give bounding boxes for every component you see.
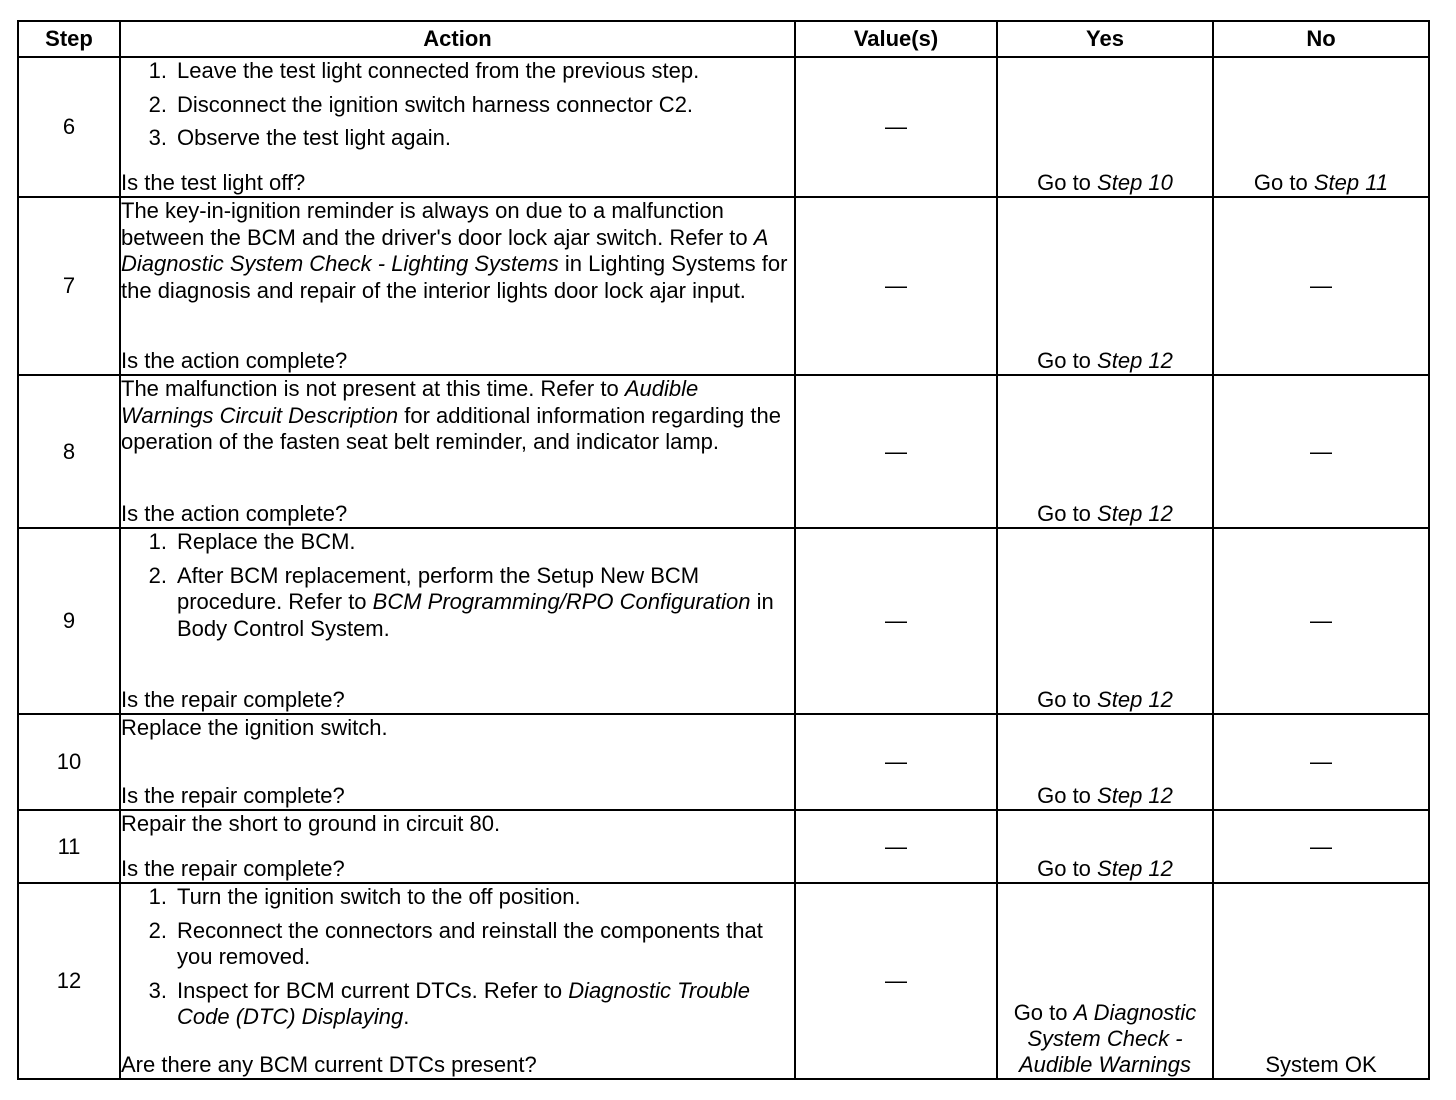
value-cell: — (795, 57, 997, 197)
header-yes: Yes (997, 21, 1213, 57)
step-number: 9 (18, 528, 120, 714)
action-list (121, 884, 794, 1038)
yes-link: Step 12 (1097, 783, 1173, 808)
step-number: 8 (18, 375, 120, 528)
header-row (18, 21, 1429, 57)
no-cell: — (1213, 197, 1429, 375)
table-row (18, 57, 1429, 197)
question-text: Is the repair complete? (121, 782, 345, 808)
list-item: 1. Turn the ignition switch to the off position. (148, 884, 581, 909)
question-text: Is the repair complete? (121, 855, 345, 881)
yes-cell: Go to Step 12 (997, 375, 1213, 528)
step-number: 12 (18, 883, 120, 1079)
header-action: Action (120, 21, 795, 57)
no-cell: Go to Step 11 (1213, 57, 1429, 197)
list-item: 1. Replace the BCM. (148, 529, 356, 554)
question-text: Is the action complete? (121, 500, 348, 526)
action-paragraph: The key-in-ignition reminder is always on due to a malfunction between the BCM and the driver's door lock ajar switch. Refer to A Diagnostic System Check - Lighting Systems in Lighting Systems for the diagnosis and repair of the interior lights door lock ajar input. (121, 198, 788, 303)
no-cell: — (1213, 810, 1429, 883)
yes-link: Step 12 (1097, 687, 1173, 712)
step-number: 11 (18, 810, 120, 883)
header-values: Value(s) (795, 21, 997, 57)
action-cell (120, 883, 795, 1079)
yes-cell: Go to Step 12 (997, 528, 1213, 714)
value-cell: — (795, 714, 997, 810)
action-cell (120, 197, 795, 375)
no-cell: — (1213, 375, 1429, 528)
value-cell: — (795, 528, 997, 714)
question-text: Is the action complete? (121, 347, 348, 373)
header-no: No (1213, 21, 1429, 57)
question-text: Are there any BCM current DTCs present? (121, 1051, 537, 1077)
yes-link: Step 10 (1097, 170, 1173, 195)
action-cell (120, 714, 795, 810)
list-item: 2. Reconnect the connectors and reinstall the components that you removed. (148, 917, 763, 969)
no-link: Step 11 (1313, 170, 1389, 195)
action-cell (120, 375, 795, 528)
action-text: Repair the short to ground in circuit 80. (121, 811, 501, 836)
yes-cell: Go to A Diagnostic System Check - Audible Warnings (997, 883, 1213, 1079)
diagnostic-table (17, 20, 1430, 1080)
table-row (18, 810, 1429, 883)
list-item: 2. Disconnect the ignition switch harness connector C2. (148, 91, 694, 117)
value-cell: — (795, 375, 997, 528)
step-number: 6 (18, 57, 120, 197)
action-cell (120, 528, 795, 714)
value-cell: — (795, 810, 997, 883)
list-item: 3. Inspect for BCM current DTCs. Refer to Diagnostic Trouble Code (DTC) Displaying. (148, 977, 751, 1029)
yes-link: Step 12 (1097, 501, 1173, 526)
no-cell: — (1213, 528, 1429, 714)
action-cell (120, 810, 795, 883)
yes-cell: Go to Step 10 (997, 57, 1213, 197)
yes-cell: Go to Step 12 (997, 714, 1213, 810)
yes-cell: Go to Step 12 (997, 810, 1213, 883)
list-item: 2. After BCM replacement, perform the Setup New BCM procedure. Refer to BCM Programming/RPO Configuration in Body Control System. (148, 562, 774, 641)
yes-link: A Diagnostic System Check - Audible Warnings (1018, 1000, 1197, 1077)
action-text: Replace the ignition switch. (121, 715, 388, 740)
no-cell: System OK (1213, 883, 1429, 1079)
action-list (121, 58, 794, 159)
step-number: 7 (18, 197, 120, 375)
list-item: 3. Observe the test light again. (148, 125, 451, 150)
yes-link: Step 12 (1097, 348, 1173, 373)
question-text: Is the test light off? (121, 169, 306, 195)
value-cell: — (795, 883, 997, 1079)
step-number: 10 (18, 714, 120, 810)
table-row (18, 714, 1429, 810)
list-item: 1. Leave the test light connected from the previous step. (148, 58, 700, 83)
table-row (18, 528, 1429, 714)
header-step: Step (18, 21, 120, 57)
no-cell: — (1213, 714, 1429, 810)
yes-link: Step 12 (1097, 856, 1173, 881)
table-row (18, 883, 1429, 1079)
action-list (121, 529, 794, 649)
value-cell: — (795, 197, 997, 375)
table-row (18, 375, 1429, 528)
yes-cell: Go to Step 12 (997, 197, 1213, 375)
question-text: Is the repair complete? (121, 686, 345, 712)
action-paragraph: The malfunction is not present at this time. Refer to Audible Warnings Circuit Description for additional information regarding the operation of the fasten seat belt reminder, and indicator lamp. (121, 376, 781, 454)
action-cell (120, 57, 795, 197)
table-row (18, 197, 1429, 375)
